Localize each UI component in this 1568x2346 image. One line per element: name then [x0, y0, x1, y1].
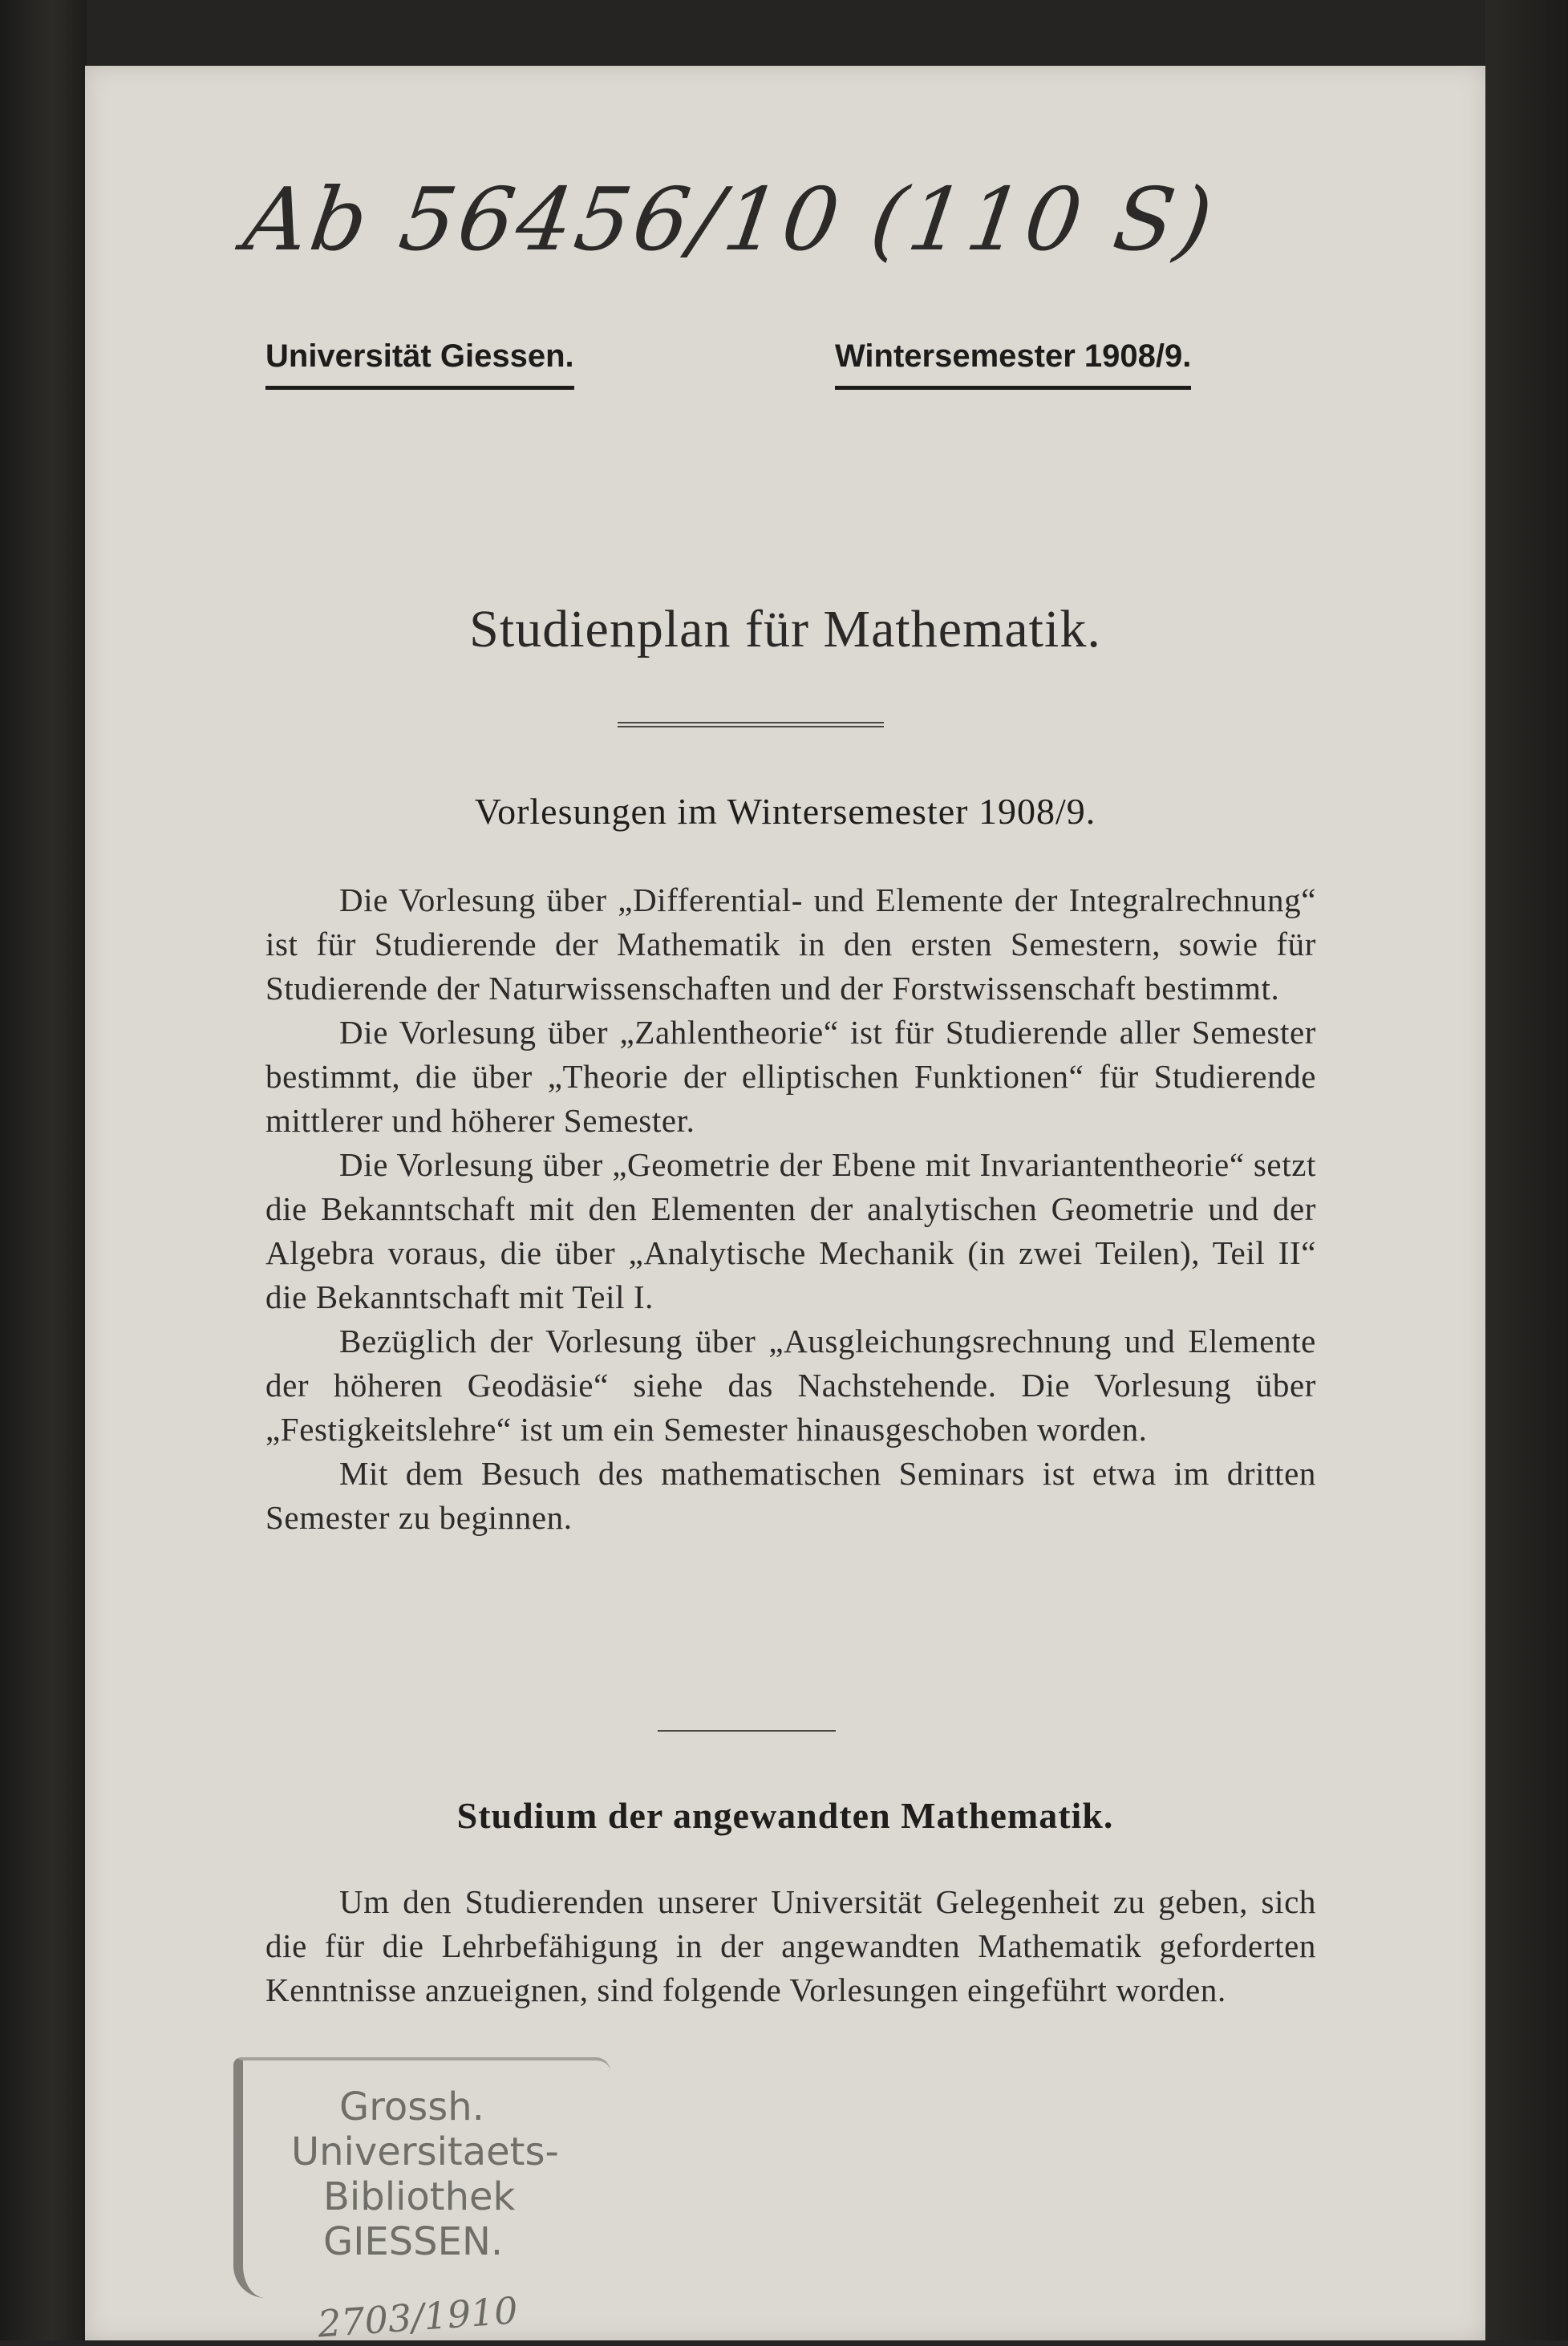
paragraph: Um den Studierenden unserer Universität Gelegenheit zu geben, sich die für die Lehrbefähigung in der angewandten Mathematik geforderten Kenntnisse anzueignen, sind folgende Vorlesungen eingeführt worden. [265, 1883, 1316, 2008]
section-heading-applied-math: Studium der angewandten Mathematik. [456, 1795, 1114, 1836]
stamp-line: Grossh. [339, 2085, 484, 2129]
paragraph: Die Vorlesung über „Geometrie der Ebene mit Invariantentheorie“ setzt die Bekanntschaft mit den Elementen der analytischen Geometrie und der Algebra voraus, die über „Analytische Mechanik (in zwei Teilen), Teil II“ die Bekanntschaft mit Teil I. [265, 1146, 1316, 1315]
stamp-line: Bibliothek [323, 2174, 516, 2219]
stamp-line: Universitaets- [291, 2129, 559, 2174]
header-university: Universität Giessen. [265, 338, 574, 390]
library-stamp [233, 2057, 610, 2298]
section-heading-lectures: Vorlesungen im Wintersemester 1908/9. [474, 791, 1096, 832]
single-rule-divider [658, 1730, 836, 1732]
paragraph: Mit dem Besuch des mathematischen Seminars ist etwa im dritten Semester zu beginnen. [265, 1455, 1316, 1536]
document-page [85, 66, 1485, 2346]
page-title: Studienplan für Mathematik. [469, 600, 1101, 658]
header-semester: Wintersemester 1908/9. [835, 338, 1191, 390]
double-rule-divider [618, 722, 884, 727]
section-body-lectures [265, 878, 1316, 1540]
section-body-applied-math [265, 1880, 1316, 2012]
book-spine-right [1485, 0, 1568, 2340]
handwritten-shelfmark: Ab 56456/10 (110 S) [238, 170, 1222, 270]
stamp-line: GIESSEN. [323, 2219, 504, 2264]
paragraph: Die Vorlesung über „Differential- und Elemente der Integralrechnung“ ist für Studierende der Mathematik in den ersten Semestern, sowie für Studierende der Naturwissenschaften und der Forstwissenschaft bestimmt. [265, 881, 1316, 1007]
paragraph: Die Vorlesung über „Zahlentheorie“ ist für Studierende aller Semester bestimmt, die über „Theorie der elliptischen Funktionen“ für Studierende mittlerer und höherer Semester. [265, 1014, 1316, 1139]
paragraph: Bezüglich der Vorlesung über „Ausgleichungsrechnung und Elemente der höheren Geodäsie“ siehe das Nachstehende. Die Vorlesung über „Festigkeitslehre“ ist um ein Semester hinausgeschoben worden. [265, 1323, 1316, 1448]
accession-number: 2703/1910 [316, 2288, 520, 2346]
book-spine-left [0, 0, 87, 2340]
